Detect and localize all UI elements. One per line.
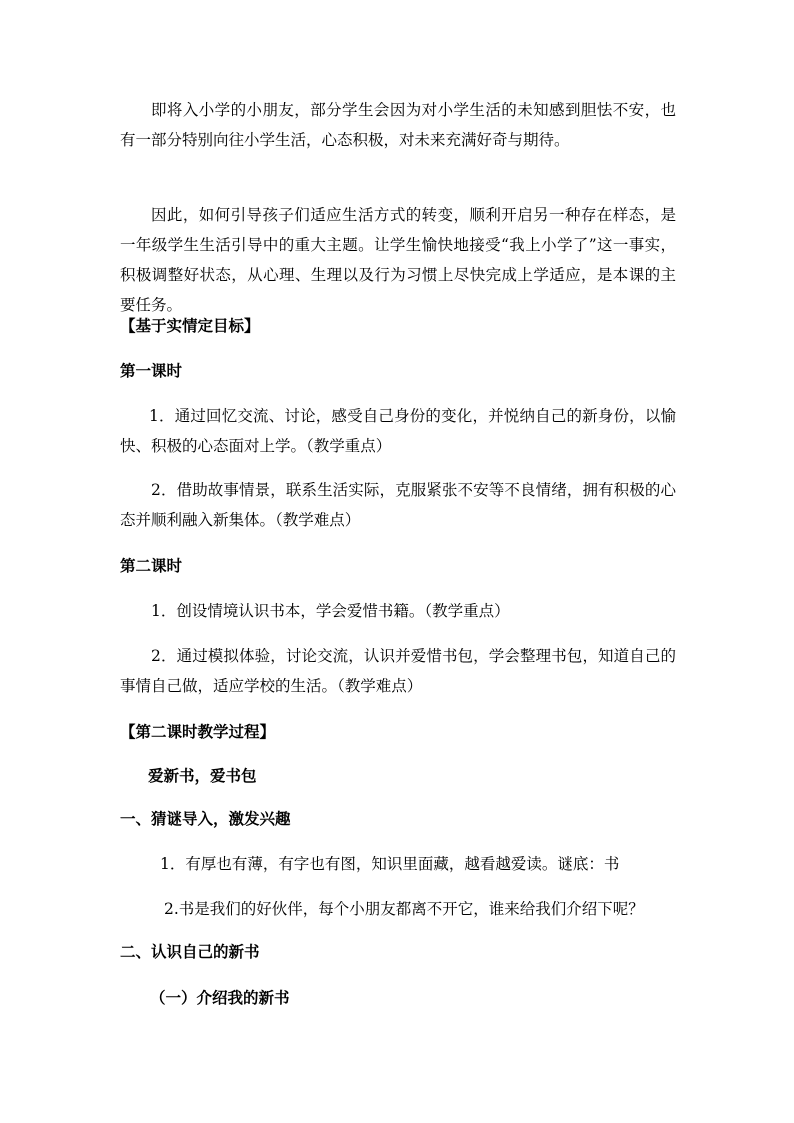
- section-heading-goals: 【基于实情定目标】: [120, 316, 260, 335]
- section-heading-process: 【第二课时教学过程】: [120, 722, 276, 741]
- lesson-1-heading: 第一课时: [120, 361, 183, 380]
- part-2-subheading-1: （一）介绍我的新书: [150, 988, 290, 1007]
- part-1-heading: 一、猜谜导入，激发兴趣: [120, 809, 291, 828]
- lesson-1-goal-2: 2．借助故事情景，联系生活实际，克服紧张不安等不良情绪，拥有积极的心态并顺利融入新集体。（教学难点）: [120, 481, 676, 529]
- part-2-heading: 二、认识自己的新书: [120, 942, 260, 961]
- lesson-title: 爱新书，爱书包: [148, 766, 257, 785]
- intro-paragraph-2: 因此，如何引导孩子们适应生活方式的转变，顺利开启另一种存在样态，是一年级学生生活引导中的重大主题。让学生愉快地接受“我上小学了”这一事实，积极调整好状态，从心理、生理以及行为习惯上尽快完成上学适应，是本课的主要任务。: [120, 206, 676, 314]
- intro-paragraph-1: 即将入小学的小朋友，部分学生会因为对小学生活的未知感到胆怯不安，也有一部分特别向往小学生活，心态积极，对未来充满好奇与期待。: [120, 101, 676, 149]
- lesson-2-goal-2: 2．通过模拟体验，讨论交流，认识并爱惜书包，学会整理书包，知道自己的事情自己做，适应学校的生活。（教学难点）: [120, 647, 676, 695]
- lesson-2-heading: 第二课时: [120, 556, 183, 575]
- part-1-item-1: 1．有厚也有薄，有字也有图，知识里面藏，越看越爱读。谜底：书: [160, 855, 620, 873]
- part-1-item-2: 2.书是我们的好伙伴，每个小朋友都离不开它，谁来给我们介绍下呢？: [164, 900, 644, 918]
- lesson-2-goal-1: 1．创设情境认识书本，学会爱惜书籍。（教学重点）: [151, 602, 510, 620]
- lesson-1-goal-1: 1．通过回忆交流、讨论，感受自己身份的变化，并悦纳自己的新身份，以愉快、积极的心态面对上学。（教学重点）: [120, 407, 676, 455]
